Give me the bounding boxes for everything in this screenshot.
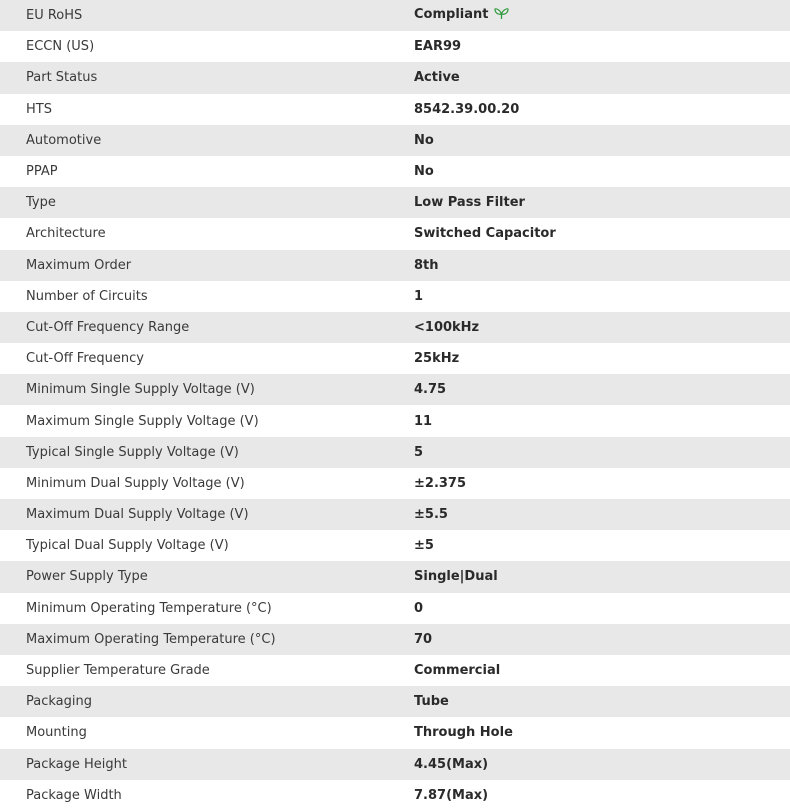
spec-value: 25kHz — [402, 343, 790, 374]
spec-label: Number of Circuits — [0, 281, 402, 312]
spec-value: 4.75 — [402, 374, 790, 405]
spec-value: 4.45(Max) — [402, 749, 790, 780]
spec-label: Type — [0, 187, 402, 218]
spec-label: Typical Single Supply Voltage (V) — [0, 437, 402, 468]
spec-label: Architecture — [0, 218, 402, 249]
spec-row-min-operating-temperature — [0, 593, 790, 624]
spec-label: Cut-Off Frequency — [0, 343, 402, 374]
spec-label: Minimum Single Supply Voltage (V) — [0, 374, 402, 405]
spec-value: 0 — [402, 593, 790, 624]
spec-value: ±2.375 — [402, 468, 790, 499]
spec-row-cutoff-frequency-range — [0, 312, 790, 343]
spec-value: 11 — [402, 405, 790, 436]
spec-row-typ-single-supply-voltage — [0, 437, 790, 468]
spec-row-eccn — [0, 31, 790, 62]
spec-value: Commercial — [402, 655, 790, 686]
spec-value: 8th — [402, 250, 790, 281]
spec-row-number-of-circuits — [0, 281, 790, 312]
spec-row-min-dual-supply-voltage — [0, 468, 790, 499]
spec-value: Switched Capacitor — [402, 218, 790, 249]
spec-label: Maximum Single Supply Voltage (V) — [0, 405, 402, 436]
spec-value: 8542.39.00.20 — [402, 94, 790, 125]
spec-row-packaging — [0, 686, 790, 717]
spec-row-automotive — [0, 125, 790, 156]
spec-label: Maximum Order — [0, 250, 402, 281]
spec-row-architecture — [0, 218, 790, 249]
spec-label: HTS — [0, 94, 402, 125]
spec-value: 7.87(Max) — [402, 780, 790, 811]
spec-label: Cut-Off Frequency Range — [0, 312, 402, 343]
spec-label: EU RoHS — [0, 0, 402, 31]
spec-value-cell — [402, 0, 790, 31]
spec-row-supplier-temperature-grade — [0, 655, 790, 686]
spec-label: Mounting — [0, 717, 402, 748]
spec-row-type — [0, 187, 790, 218]
spec-row-hts — [0, 94, 790, 125]
spec-label: Maximum Operating Temperature (°C) — [0, 624, 402, 655]
spec-value: Compliant — [414, 7, 489, 23]
spec-label: Power Supply Type — [0, 561, 402, 592]
spec-label: PPAP — [0, 156, 402, 187]
spec-row-part-status — [0, 62, 790, 93]
spec-row-mounting — [0, 717, 790, 748]
leaf-icon — [494, 7, 509, 24]
spec-value: Low Pass Filter — [402, 187, 790, 218]
spec-value: Through Hole — [402, 717, 790, 748]
spec-label: Maximum Dual Supply Voltage (V) — [0, 499, 402, 530]
spec-value: No — [402, 156, 790, 187]
spec-label: Part Status — [0, 62, 402, 93]
spec-label: Automotive — [0, 125, 402, 156]
spec-row-typ-dual-supply-voltage — [0, 530, 790, 561]
spec-row-min-single-supply-voltage — [0, 374, 790, 405]
spec-row-max-dual-supply-voltage — [0, 499, 790, 530]
spec-row-max-operating-temperature — [0, 624, 790, 655]
spec-value: Tube — [402, 686, 790, 717]
spec-label: Typical Dual Supply Voltage (V) — [0, 530, 402, 561]
spec-value: 1 — [402, 281, 790, 312]
spec-label: ECCN (US) — [0, 31, 402, 62]
spec-label: Minimum Dual Supply Voltage (V) — [0, 468, 402, 499]
spec-row-package-height — [0, 749, 790, 780]
spec-value: No — [402, 125, 790, 156]
spec-value: ±5 — [402, 530, 790, 561]
spec-value: ±5.5 — [402, 499, 790, 530]
spec-value: 70 — [402, 624, 790, 655]
spec-value: Active — [402, 62, 790, 93]
spec-row-power-supply-type — [0, 561, 790, 592]
spec-row-maximum-order — [0, 250, 790, 281]
spec-value: EAR99 — [402, 31, 790, 62]
spec-label: Package Height — [0, 749, 402, 780]
spec-label: Supplier Temperature Grade — [0, 655, 402, 686]
spec-row-cutoff-frequency — [0, 343, 790, 374]
spec-value: Single|Dual — [402, 561, 790, 592]
spec-label: Packaging — [0, 686, 402, 717]
spec-row-package-width — [0, 780, 790, 811]
spec-row-ppap — [0, 156, 790, 187]
spec-label: Package Width — [0, 780, 402, 811]
spec-value: <100kHz — [402, 312, 790, 343]
spec-row-max-single-supply-voltage — [0, 405, 790, 436]
spec-value: 5 — [402, 437, 790, 468]
spec-label: Minimum Operating Temperature (°C) — [0, 593, 402, 624]
spec-row-eu-rohs — [0, 0, 790, 31]
